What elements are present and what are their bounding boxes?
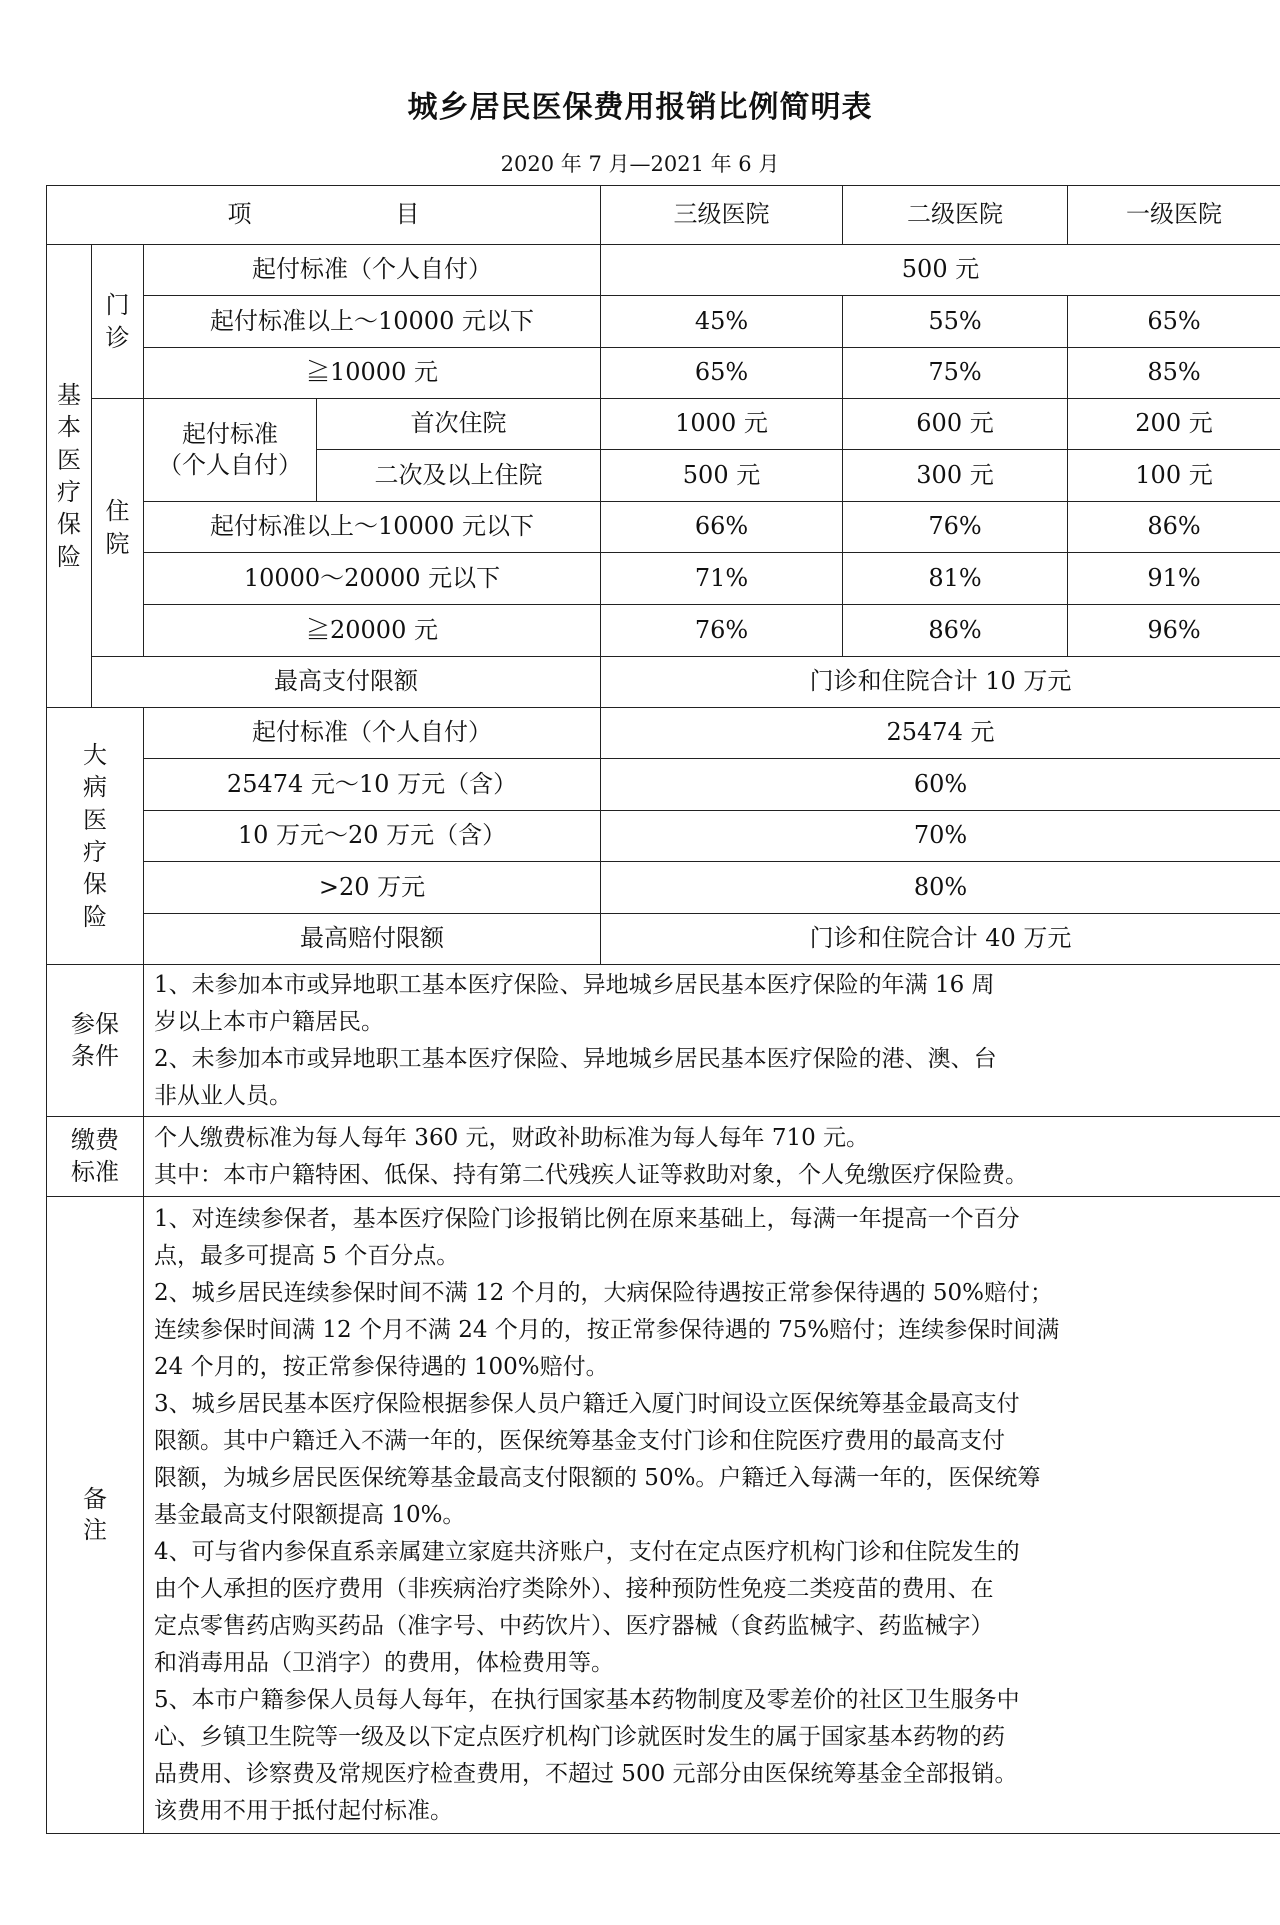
notes-text: 1、对连续参保者，基本医疗保险门诊报销比例在原来基础上，每满一年提高一个百分 点，最多可提高 5 个百分点。 2、城乡居民连续参保时间不满 12 个月的，大病保险待遇按正常参保待遇的 50%赔付； 连续参保时间满 12 个月不满 24 个月的，按正常参保待遇的 75%赔付；连续参保时间满 24 个月的，按正常参保待遇的 100%赔付。 3、城乡居民基本医疗保险根据参保人员户籍迁入厦门时间设立医保统筹基金最高支付 限额。其中户籍迁入不满一年的，医保统筹基金支付门诊和住院医疗费用的最高支付 限额，为城乡居民医保统筹基金最高支付限额的 50%。户籍迁入每满一年的，医保统筹 基金最高支付限额提高 10%。 4、可与省内参保直系亲属建立家庭共济账户，支付在定点医疗机构门诊和住院发生的 由个人承担的医疗费用（非疾病治疗类除外）、接种预防性免疫二类疫苗的费用、在 定点零售药店购买药品（准字号、中药饮片）、医疗器械（食药监械字、药监械字） 和消毒用品（卫消字）的费用，体检费用等。 5、本市户籍参保人员每人每年，在执行国家基本药物制度及零差价的社区卫生服务中 心、乡镇卫生院等一级及以下定点医疗机构门诊就医时发生的属于国家基本药物的药 品费用、诊察费及常规医疗检查费用，不超过 500 元部分由医保统筹基金全部报销。 该费用不用于抵付起付标准。: [144, 1197, 1280, 1834]
max-payment-label: 最高支付限额: [92, 657, 601, 708]
table-row: [47, 862, 1280, 914]
table-row: [47, 759, 1280, 811]
cell-tier2: 55%: [843, 296, 1068, 348]
payment-label: 缴费 标准: [47, 1117, 144, 1197]
row-label: 10 万元～20 万元（含）: [144, 811, 601, 862]
cell-tier1: 200 元: [1068, 399, 1280, 450]
notes-label: 备 注: [47, 1197, 144, 1834]
outpatient-label: 门 诊: [92, 245, 144, 399]
row-label: 起付标准以上～10000 元以下: [144, 296, 601, 348]
table-row: [47, 553, 1280, 605]
header-item: 项 目: [47, 186, 601, 245]
row-value: 70%: [601, 811, 1280, 862]
cell-tier1: 86%: [1068, 502, 1280, 553]
cell-tier3: 1000 元: [601, 399, 843, 450]
cell-tier1: 85%: [1068, 348, 1280, 399]
cell-tier1: 96%: [1068, 605, 1280, 657]
page-title: 城乡居民医保费用报销比例简明表: [407, 90, 873, 125]
table-row: [47, 965, 1280, 1117]
outpatient-deductible-value: 500 元: [601, 245, 1280, 296]
cell-tier3: 76%: [601, 605, 843, 657]
inpatient-deductible-label: 起付标准 （个人自付）: [144, 399, 317, 502]
header-tier1: 一级医院: [1068, 186, 1280, 245]
cell-tier2: 76%: [843, 502, 1068, 553]
row-label: ≧10000 元: [144, 348, 601, 399]
header-tier3: 三级医院: [601, 186, 843, 245]
cell-tier3: 71%: [601, 553, 843, 605]
row-value: 60%: [601, 759, 1280, 811]
table-row: [47, 708, 1280, 759]
cell-tier2: 81%: [843, 553, 1068, 605]
row-label: 首次住院: [317, 399, 601, 450]
cell-tier1: 100 元: [1068, 450, 1280, 502]
table-row: [47, 296, 1280, 348]
critical-insurance-label: 大 病 医 疗 保 险: [47, 708, 144, 965]
table-row: [47, 502, 1280, 553]
row-label: ≧20000 元: [144, 605, 601, 657]
eligibility-label: 参保 条件: [47, 965, 144, 1117]
row-label: 10000～20000 元以下: [144, 553, 601, 605]
table-row: [47, 399, 1280, 450]
page-subtitle: 2020 年 7 月—2021 年 6 月: [500, 152, 780, 176]
cell-tier1: 65%: [1068, 296, 1280, 348]
row-label: 起付标准以上～10000 元以下: [144, 502, 601, 553]
max-compensation-label: 最高赔付限额: [144, 914, 601, 965]
table-header-row: [47, 186, 1280, 245]
header-tier2: 二级医院: [843, 186, 1068, 245]
cell-tier3: 45%: [601, 296, 843, 348]
row-label: 二次及以上住院: [317, 450, 601, 502]
row-label: 25474 元～10 万元（含）: [144, 759, 601, 811]
cell-tier2: 600 元: [843, 399, 1068, 450]
cell-tier3: 65%: [601, 348, 843, 399]
table-row: [47, 605, 1280, 657]
cell-tier2: 300 元: [843, 450, 1068, 502]
max-compensation-value: 门诊和住院合计 40 万元: [601, 914, 1280, 965]
table-row: [47, 245, 1280, 296]
eligibility-text: 1、未参加本市或异地职工基本医疗保险、异地城乡居民基本医疗保险的年满 16 周 岁以上本市户籍居民。 2、未参加本市或异地职工基本医疗保险、异地城乡居民基本医疗保险的港、澳、台 非从业人员。: [144, 965, 1280, 1117]
cell-tier1: 91%: [1068, 553, 1280, 605]
cell-tier2: 75%: [843, 348, 1068, 399]
row-label: 起付标准（个人自付）: [144, 708, 601, 759]
table-row: [47, 657, 1280, 708]
inpatient-label: 住 院: [92, 399, 144, 657]
basic-insurance-label: 基 本 医 疗 保 险: [47, 245, 92, 708]
payment-text: 个人缴费标准为每人每年 360 元，财政补助标准为每人每年 710 元。 其中：本市户籍特困、低保、持有第二代残疾人证等救助对象，个人免缴医疗保险费。: [144, 1117, 1280, 1197]
outpatient-deductible-label: 起付标准（个人自付）: [144, 245, 601, 296]
max-payment-value: 门诊和住院合计 10 万元: [601, 657, 1280, 708]
cell-tier2: 86%: [843, 605, 1068, 657]
cell-tier3: 66%: [601, 502, 843, 553]
table-row: [47, 811, 1280, 862]
table-row: [47, 1197, 1280, 1834]
row-label: >20 万元: [144, 862, 601, 914]
table-row: [47, 348, 1280, 399]
cell-tier3: 500 元: [601, 450, 843, 502]
table-row: [47, 914, 1280, 965]
row-value: 80%: [601, 862, 1280, 914]
row-value: 25474 元: [601, 708, 1280, 759]
reimbursement-table: [46, 185, 1280, 1834]
table-row: [47, 1117, 1280, 1197]
